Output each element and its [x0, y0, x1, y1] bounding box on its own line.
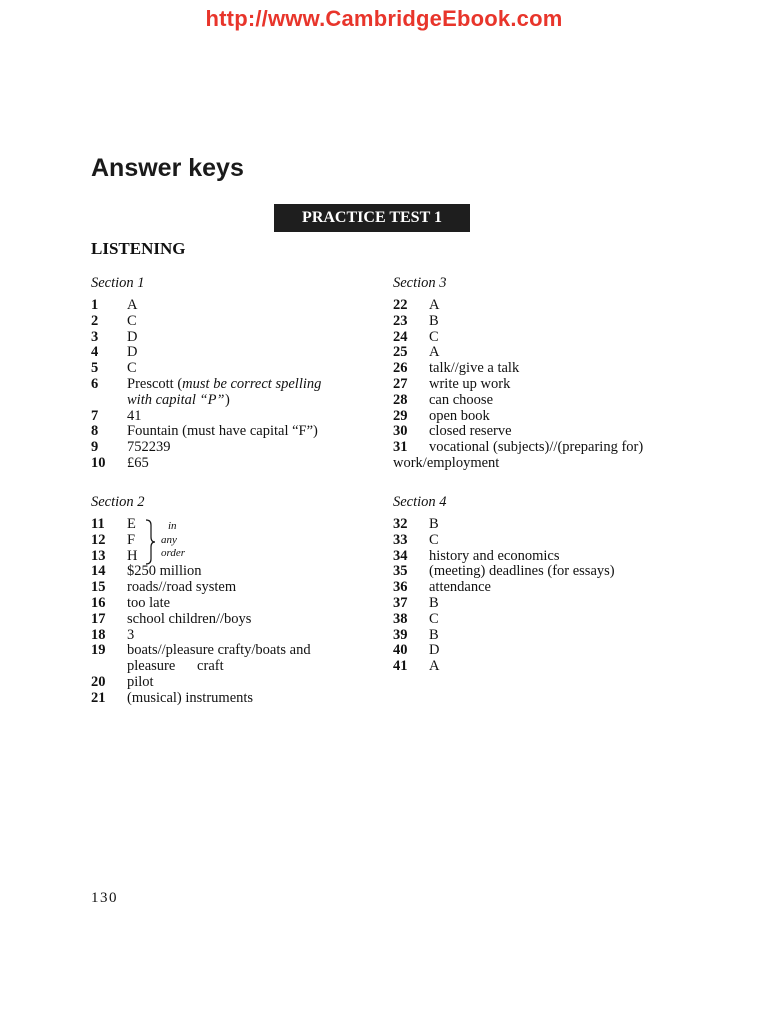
answer-row — [91, 612, 381, 628]
question-number: 17 — [91, 610, 106, 627]
question-number: 27 — [393, 375, 408, 392]
question-number: 18 — [91, 626, 106, 643]
question-number: 8 — [91, 423, 99, 440]
question-number: 36 — [393, 579, 408, 596]
answer-text — [127, 643, 311, 659]
answer-text — [127, 361, 137, 377]
answer-main: D — [429, 642, 440, 659]
answer-text — [429, 580, 491, 596]
section-2-title: Section 2 — [91, 494, 145, 510]
answer-main: school children//boys — [127, 610, 252, 627]
brace-note-line: order — [161, 547, 186, 559]
brace-note — [161, 520, 185, 561]
answer-row — [91, 345, 381, 361]
question-number: 13 — [91, 547, 106, 564]
answer-continuation — [91, 659, 381, 675]
answer-text — [429, 659, 439, 675]
answer-text — [127, 424, 318, 440]
answer-text — [127, 330, 137, 346]
brace-icon — [143, 519, 157, 565]
question-number: 9 — [91, 439, 99, 456]
answer-text — [127, 314, 137, 330]
answer-row — [91, 409, 381, 425]
question-number: 24 — [393, 328, 408, 345]
answer-row — [393, 549, 693, 565]
answer-text — [429, 628, 439, 644]
answer-row — [91, 298, 381, 314]
answer-row — [91, 549, 381, 565]
answer-text — [127, 377, 321, 393]
answer-note: must be correct spelling — [182, 375, 322, 392]
page-number: 130 — [91, 890, 118, 906]
test-banner: PRACTICE TEST 1 — [274, 204, 470, 232]
continuation-text: pleasure craft — [127, 658, 224, 675]
answer-main: £65 — [127, 454, 149, 471]
section-2-answers — [91, 517, 381, 707]
question-number: 33 — [393, 531, 408, 548]
answer-row — [91, 330, 381, 346]
answer-text — [429, 440, 643, 456]
question-number: 23 — [393, 312, 408, 329]
question-number: 25 — [393, 344, 408, 361]
answer-main: C — [429, 328, 439, 345]
answer-text — [127, 580, 236, 596]
question-number: 1 — [91, 297, 99, 313]
answer-main: C — [127, 360, 137, 377]
answer-main: A — [127, 297, 138, 313]
answer-main: history and economics — [429, 547, 560, 564]
answer-continuation — [91, 393, 381, 409]
answer-main: open book — [429, 407, 490, 424]
answer-text — [429, 533, 439, 549]
section-1-answers — [91, 298, 381, 472]
answer-main: C — [429, 610, 439, 627]
answer-main: closed reserve — [429, 423, 512, 440]
question-number: 11 — [91, 516, 105, 532]
page-title: Answer keys — [91, 154, 244, 182]
answer-row — [393, 314, 693, 330]
answer-row — [91, 314, 381, 330]
answer-row — [91, 361, 381, 377]
section-3-answers — [393, 298, 693, 472]
answer-main: pilot — [127, 673, 154, 690]
answer-text — [429, 377, 510, 393]
answer-main: $250 million — [127, 563, 202, 580]
answer-text — [429, 330, 439, 346]
answer-main: D — [127, 328, 138, 345]
answer-text — [127, 549, 137, 565]
answer-row — [91, 564, 381, 580]
section-4-answers — [393, 517, 693, 675]
answer-main: write up work — [429, 375, 511, 392]
question-number: 5 — [91, 360, 99, 377]
question-number: 28 — [393, 391, 408, 408]
answer-text — [127, 409, 142, 425]
answer-row — [393, 533, 693, 549]
answer-text — [429, 409, 490, 425]
answer-row — [91, 628, 381, 644]
answer-text — [127, 596, 170, 612]
continuation-text: work/employment — [393, 454, 500, 471]
question-number: 29 — [393, 407, 408, 424]
answer-text — [127, 345, 137, 361]
answer-row — [393, 659, 693, 675]
answer-text — [127, 533, 135, 549]
question-number: 39 — [393, 626, 408, 643]
answer-row — [393, 643, 693, 659]
question-number: 40 — [393, 642, 408, 659]
answer-text — [127, 298, 137, 314]
answer-text — [429, 612, 439, 628]
answer-text — [127, 612, 251, 628]
watermark-url: http://www.CambridgeEbook.com — [205, 6, 563, 31]
question-number: 16 — [91, 594, 106, 611]
answer-text — [429, 314, 439, 330]
answer-row — [393, 612, 693, 628]
answer-row — [91, 691, 381, 707]
brace-note-line: in — [168, 520, 177, 532]
answer-row — [91, 517, 381, 533]
answer-row — [393, 393, 693, 409]
question-number: 34 — [393, 547, 408, 564]
answer-row — [393, 377, 693, 393]
answer-main: boats//pleasure crafty/boats and — [127, 642, 311, 659]
question-number: 20 — [91, 673, 106, 690]
question-number: 22 — [393, 297, 408, 313]
continuation-end: ) — [225, 391, 230, 408]
answer-main: A — [429, 344, 440, 361]
answer-main: H — [127, 547, 138, 564]
answer-text — [127, 564, 202, 580]
answer-text — [429, 361, 519, 377]
answer-text — [429, 549, 559, 565]
answer-text — [429, 424, 512, 440]
question-number: 26 — [393, 360, 408, 377]
answer-main: B — [429, 516, 439, 532]
answer-row — [91, 377, 381, 393]
answer-row — [91, 533, 381, 549]
answer-row — [393, 424, 693, 440]
answer-main: B — [429, 594, 439, 611]
answer-text — [429, 643, 439, 659]
answer-main: 3 — [127, 626, 135, 643]
answer-main: A — [429, 658, 440, 675]
answer-row — [91, 424, 381, 440]
answer-row — [393, 409, 693, 425]
answer-main: D — [127, 344, 138, 361]
section-3-title: Section 3 — [393, 275, 447, 291]
answer-main: (meeting) deadlines (for essays) — [429, 563, 615, 580]
answer-text — [429, 596, 439, 612]
answer-row — [91, 675, 381, 691]
answer-text — [127, 628, 134, 644]
answer-text — [127, 517, 136, 533]
question-number: 15 — [91, 579, 106, 596]
answer-row — [393, 596, 693, 612]
section-1-title: Section 1 — [91, 275, 145, 291]
answer-row — [91, 596, 381, 612]
answer-text — [429, 393, 493, 409]
answer-text — [429, 345, 439, 361]
answer-main: too late — [127, 594, 171, 611]
answer-main: B — [429, 312, 439, 329]
answer-main: roads//road system — [127, 579, 237, 596]
answer-main: A — [429, 297, 440, 313]
answer-main: vocational (subjects)//(preparing for) — [429, 439, 644, 456]
question-number: 21 — [91, 689, 106, 706]
question-number: 3 — [91, 328, 99, 345]
question-number: 19 — [91, 642, 106, 659]
question-number: 4 — [91, 344, 99, 361]
answer-main: can choose — [429, 391, 494, 408]
brace-note-line: any — [161, 533, 177, 546]
question-number: 32 — [393, 516, 408, 532]
answer-text — [127, 440, 171, 456]
answer-row — [393, 580, 693, 596]
answer-row — [393, 345, 693, 361]
answer-row — [393, 628, 693, 644]
section-4-title: Section 4 — [393, 494, 447, 510]
answer-main: talk//give a talk — [429, 360, 520, 377]
answer-text — [429, 517, 439, 533]
answer-row — [91, 580, 381, 596]
answer-row — [393, 440, 693, 456]
answer-main: Fountain (must have capital “F”) — [127, 423, 318, 440]
answer-main: B — [429, 626, 439, 643]
answer-row — [393, 330, 693, 346]
question-number: 10 — [91, 454, 106, 471]
answer-row — [393, 361, 693, 377]
answer-text — [127, 691, 253, 707]
question-number: 35 — [393, 563, 408, 580]
question-number: 31 — [393, 439, 408, 456]
question-number: 12 — [91, 531, 106, 548]
question-number: 38 — [393, 610, 408, 627]
answer-row — [393, 298, 693, 314]
answer-main: attendance — [429, 579, 491, 596]
question-number: 7 — [91, 407, 99, 424]
answer-main: (musical) instruments — [127, 689, 254, 706]
answer-text — [429, 298, 439, 314]
answer-row — [91, 643, 381, 659]
continuation-text: with capital “P” — [127, 391, 225, 408]
answer-main: C — [429, 531, 439, 548]
answer-text — [429, 564, 615, 580]
answer-main: C — [127, 312, 137, 329]
answer-main: Prescott ( — [127, 375, 183, 392]
answer-row — [91, 456, 381, 472]
answer-continuation — [393, 456, 693, 472]
answer-main: F — [127, 531, 136, 548]
answer-row — [393, 564, 693, 580]
question-number: 6 — [91, 375, 99, 392]
question-number: 30 — [393, 423, 408, 440]
answer-main: 752239 — [127, 439, 171, 456]
question-number: 14 — [91, 563, 106, 580]
answer-text — [127, 675, 154, 691]
answer-row — [393, 517, 693, 533]
question-number: 37 — [393, 594, 408, 611]
answer-main: 41 — [127, 407, 142, 424]
answer-text — [127, 456, 149, 472]
question-number: 2 — [91, 312, 99, 329]
answer-row — [91, 440, 381, 456]
section-heading: LISTENING — [91, 239, 186, 258]
question-number: 41 — [393, 658, 408, 675]
answer-main: E — [127, 516, 136, 532]
